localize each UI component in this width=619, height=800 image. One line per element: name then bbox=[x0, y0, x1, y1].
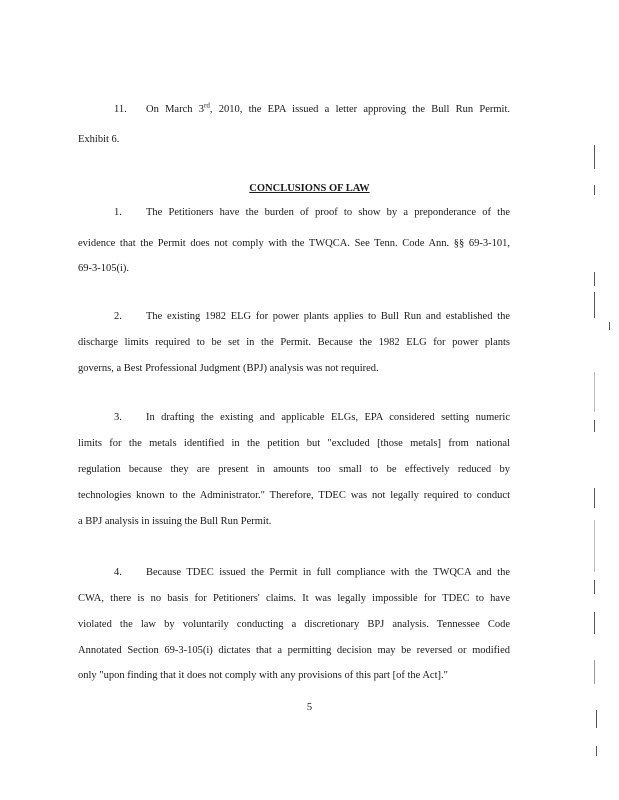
scan-mark bbox=[594, 612, 595, 634]
scan-mark bbox=[594, 580, 595, 594]
scan-mark bbox=[594, 372, 595, 412]
paragraph-line: only "upon finding that it does not comply with any provisions of this part [of the Act]." bbox=[78, 670, 448, 681]
paragraph-number: 4. bbox=[114, 567, 122, 578]
scan-mark bbox=[596, 710, 597, 728]
paragraph-line: CWA, there is no basis for Petitioners' claims. It was legally impossible for TDEC to have bbox=[78, 593, 510, 604]
scan-mark bbox=[594, 272, 595, 286]
scan-mark bbox=[594, 520, 595, 572]
paragraph-number: 1. bbox=[114, 207, 122, 218]
scan-mark bbox=[594, 185, 595, 195]
paragraph-line: limits for the metals identified in the petition but "excluded [those metals] from national bbox=[78, 438, 510, 449]
paragraph-line: technologies known to the Administrator." Therefore, TDEC was not legally required to conduct bbox=[78, 490, 510, 501]
page-number: 5 bbox=[306, 702, 313, 713]
finding-number: 11. bbox=[114, 104, 127, 115]
paragraph-line: The Petitioners have the burden of proof to show by a preponderance of the bbox=[146, 207, 510, 218]
scan-mark bbox=[596, 746, 597, 756]
paragraph-line: Annotated Section 69-3-105(i) dictates that a permitting decision may be reversed or modified bbox=[78, 645, 510, 656]
finding-text-line-2: Exhibit 6. bbox=[78, 134, 120, 145]
paragraph-line: evidence that the Permit does not comply with the TWQCA. See Tenn. Code Ann. §§ 69-3-101, bbox=[78, 238, 510, 249]
section-heading: CONCLUSIONS OF LAW bbox=[249, 183, 370, 194]
paragraph-line: violated the law by voluntarily conducting a discretionary BPJ analysis. Tennessee Code bbox=[78, 619, 510, 630]
paragraph-line: a BPJ analysis in issuing the Bull Run Permit. bbox=[78, 516, 272, 527]
paragraph-line: The existing 1982 ELG for power plants applies to Bull Run and established the bbox=[146, 311, 510, 322]
paragraph-line: In drafting the existing and applicable ELGs, EPA considered setting numeric bbox=[146, 412, 510, 423]
paragraph-line: Because TDEC issued the Permit in full compliance with the TWQCA and the bbox=[146, 567, 510, 578]
paragraph-line: 69-3-105(i). bbox=[78, 263, 130, 274]
paragraph-number: 3. bbox=[114, 412, 122, 423]
paragraph-line: regulation because they are present in amounts too small to be effectively reduced by bbox=[78, 464, 510, 475]
scan-mark bbox=[594, 488, 595, 508]
scan-mark bbox=[594, 420, 595, 432]
paragraph-line: discharge limits required to be set in the Permit. Because the 1982 ELG for power plants bbox=[78, 337, 510, 348]
scan-mark bbox=[594, 292, 595, 318]
scan-mark bbox=[594, 145, 595, 169]
finding-text: On March 3rd, 2010, the EPA issued a letter approving the Bull Run Permit. bbox=[146, 101, 510, 115]
scan-mark bbox=[594, 660, 595, 684]
scan-mark bbox=[609, 322, 610, 330]
paragraph-number: 2. bbox=[114, 311, 122, 322]
paragraph-line: governs, a Best Professional Judgment (BPJ) analysis was not required. bbox=[78, 363, 379, 374]
